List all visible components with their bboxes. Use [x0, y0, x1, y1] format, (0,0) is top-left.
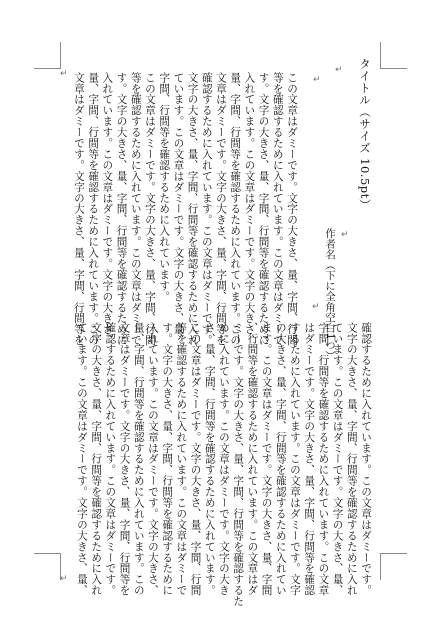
- text-column: さ、量、字間、行間等を確認するために入れています。: [203, 322, 216, 596]
- paragraph-mark: ↵: [312, 302, 320, 312]
- text-column: 量、字間、行間等を確認するために入れています。この: [229, 72, 242, 346]
- paragraph-mark: ↵: [60, 69, 68, 79]
- text-column: 字間、行間等を確認するために入れています。この文章: [317, 322, 330, 596]
- text-column: 等を確認するために入れています。この文章はダミーで: [271, 72, 284, 346]
- text-column: この文章はダミーです。文字の大きさ、量、字間、行間: [189, 322, 202, 596]
- text-column: 確認するために入れています。この文章はダミーです。: [104, 322, 117, 596]
- text-column: 確認するために入れています。この文章はダミーです。: [200, 72, 213, 346]
- text-column: この文章はダミーです。文字の大きさ、量、字間、行間: [143, 72, 156, 346]
- text-column: 確認するために入れています。この文章はダミーです。: [360, 322, 372, 596]
- paragraph-mark: ↵: [335, 65, 343, 75]
- text-column: 入れています。この文章はダミーです。文字の大きさ、: [146, 322, 159, 596]
- text-column: はダミーです。文字の大きさ、量、字間、行間等を確認: [303, 322, 316, 596]
- text-column: 入れています。この文章はダミーです。文字の大きさ、: [101, 72, 114, 346]
- text-column: ています。この文章はダミーです。文字の大きさ、量、: [172, 72, 185, 346]
- text-column: 文字の大きさ、量、字間、行間等を確認するために入れ: [345, 322, 358, 596]
- body-text-upper[interactable]: [72, 72, 299, 346]
- text-column: 、行間等を確認するために入れています。この文章はダ: [246, 322, 259, 596]
- text-column: 量、字間、行間等を確認するために入れています。この: [132, 322, 145, 596]
- text-column: この文章はダミーです。文字の大きさ、量、字間、行間: [286, 72, 298, 346]
- text-column: 文章はダミーです。文字の大きさ、量、字間、行間等を: [118, 322, 131, 596]
- text-column: 文字の大きさ、量、字間、行間等を確認するために入れ: [186, 72, 199, 346]
- author-name[interactable]: 作者名（下に全角空白1つ）: [324, 228, 336, 361]
- body-text-lower[interactable]: [75, 322, 373, 607]
- text-column: 文字の大きさ、量、字間、行間等を確認するために入れ: [90, 322, 103, 596]
- crop-mark-bottom-left: [34, 553, 61, 580]
- text-column: 文章はダミーです。文字の大きさ、量、字間、行間等を: [72, 72, 85, 346]
- text-column: 入れています。この文章はダミーです。文字の大きさ、: [243, 72, 256, 346]
- paragraph-mark: ↵: [60, 574, 68, 584]
- text-column: ます。この文章はダミーです。文字の大きさ、量、字間: [260, 322, 273, 596]
- text-column: の大きさ、量、字間、行間等を確認するために入れてい: [274, 322, 287, 596]
- text-column: 等を確認するために入れています。この文章はダミーで: [175, 322, 188, 596]
- paragraph-mark: ↵: [313, 75, 321, 85]
- text-column: す。文字の大きさ、量、字間、行間等を確認するために: [115, 72, 128, 346]
- text-column: ています。この文章はダミーです。文字の大きさ、量、: [331, 322, 344, 596]
- text-column: ミーです。文字の大きさ、量、字間、行間等を確認するた: [232, 322, 245, 607]
- text-column: ています。この文章はダミーです。文字の大きさ、量、: [75, 322, 88, 596]
- crop-mark-bottom-right: [380, 553, 407, 580]
- text-column: めに入れています。この文章はダミーです。文字の大き: [217, 322, 230, 596]
- text-column: 文章はダミーです。文字の大きさ、量、字間、行間等を: [214, 72, 227, 346]
- crop-mark-top-right: [380, 42, 407, 69]
- text-column: 等を確認するために入れています。この文章はダミーで: [129, 72, 142, 346]
- text-column: するために入れています。この文章はダミーです。文字: [288, 322, 301, 596]
- paragraph-mark: ↵: [341, 230, 349, 240]
- text-column: す。文字の大きさ、量、字間、行間等を確認するために: [161, 322, 174, 596]
- document-title[interactable]: タイトル（サイズ 10.5pt）: [358, 58, 372, 211]
- crop-mark-top-left: [34, 42, 61, 69]
- text-column: す。文字の大きさ、量、字間、行間等を確認するために: [257, 72, 270, 346]
- text-column: 量、字間、行間等を確認するために入れています。この: [87, 72, 100, 346]
- text-column: 字間、行間等を確認するために入れています。: [158, 72, 171, 302]
